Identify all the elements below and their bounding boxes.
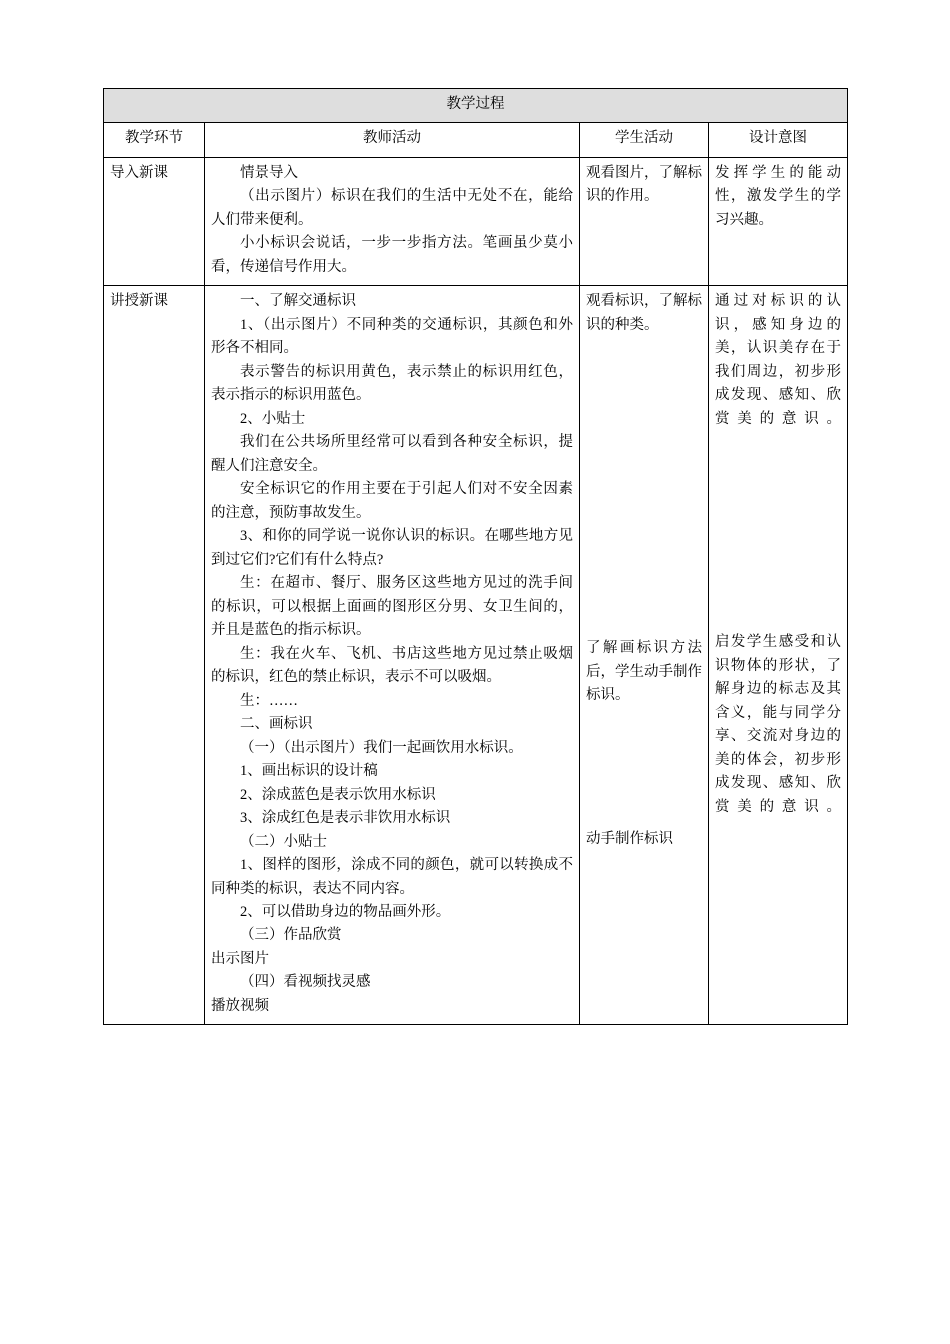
teacher-line: 播放视频	[211, 997, 269, 1014]
teacher-activity-cell	[205, 157, 580, 285]
teacher-line: 2、涂成蓝色是表示饮用水标识	[240, 786, 436, 803]
column-header-design-intent: 设计意图	[709, 123, 848, 157]
teacher-line: 2、小贴士	[240, 410, 306, 427]
intent-line: 启发学生感受和认识物体的形状，了解身边的标志及其含义，能与同学分享、交流对身边的美的体会，初步形成发现、感知、欣赏美的意识。	[715, 634, 841, 815]
teacher-line: （三）作品欣赏	[240, 927, 342, 944]
lesson-plan-table	[103, 88, 848, 1025]
intent-line: 发挥学生的能动性，激发学生的学习兴趣。	[715, 164, 841, 228]
teacher-line: 出示图片	[211, 950, 269, 967]
table-header-row	[104, 123, 848, 157]
lesson-plan-table-wrapper	[103, 88, 847, 1025]
table-title: 教学过程	[104, 89, 848, 123]
teacher-line: 生：……	[240, 692, 298, 709]
teacher-line: （二）小贴士	[240, 833, 327, 850]
teacher-line: 情景导入	[240, 164, 298, 181]
student-line: 了解画标识方法后，学生动手制作标识。	[586, 640, 702, 704]
stage-label: 导入新课	[104, 157, 205, 285]
design-intent-cell	[709, 157, 848, 285]
teacher-line: 我们在公共场所里经常可以看到各种安全标识，提醒人们注意安全。	[211, 434, 573, 474]
column-header-teacher-activity: 教师活动	[205, 123, 580, 157]
student-line: 观看标识，了解标识的种类。	[586, 293, 702, 333]
teacher-line: 安全标识它的作用主要在于引起人们对不安全因素的注意，预防事故发生。	[211, 481, 573, 521]
teacher-line: 2、可以借助身边的物品画外形。	[240, 903, 451, 920]
teacher-line: 二、画标识	[240, 716, 313, 733]
stage-label: 讲授新课	[104, 286, 205, 1025]
teacher-line: （四）看视频找灵感	[240, 974, 371, 991]
table-title-row	[104, 89, 848, 123]
teacher-line: 生：我在火车、飞机、书店这些地方见过禁止吸烟的标识，红色的禁止标识，表示不可以吸烟。	[211, 645, 573, 686]
teacher-line: 小小标识会说话，一步一步指方法。笔画虽少莫小看，传递信号作用大。	[211, 235, 573, 275]
teacher-line: 表示警告的标识用黄色，表示禁止的标识用红色，表示指示的标识用蓝色。	[211, 363, 573, 404]
column-header-stage: 教学环节	[104, 123, 205, 157]
student-activity-cell	[580, 157, 709, 285]
intent-line: 通过对标识的认识，感知身边的美，认识美存在于我们周边，初步形成发现、感知、欣赏美的意识。	[715, 293, 841, 427]
teacher-line: （出示图片）标识在我们的生活中无处不在，能给人们带来便利。	[211, 188, 573, 228]
table-row	[104, 286, 848, 1025]
teacher-line: 生：在超市、餐厅、服务区这些地方见过的洗手间的标识，可以根据上面画的图形区分男、女卫生间的，并且是蓝色的指示标识。	[211, 575, 573, 639]
teacher-line: 一、了解交通标识	[240, 293, 356, 310]
student-line: 动手制作标识	[586, 830, 673, 847]
teacher-line: 3、涂成红色是表示非饮用水标识	[240, 810, 451, 827]
teacher-line: （一）（出示图片）我们一起画饮用水标识。	[240, 739, 523, 756]
teacher-line: 1、画出标识的设计稿	[240, 763, 378, 780]
table-row	[104, 157, 848, 285]
column-header-student-activity: 学生活动	[580, 123, 709, 157]
teacher-line: 1、图样的图形，涂成不同的颜色，就可以转换成不同种类的标识，表达不同内容。	[211, 857, 573, 897]
teacher-activity-cell	[205, 286, 580, 1025]
teacher-line: 1、（出示图片）不同种类的交通标识，其颜色和外形各不相同。	[211, 316, 573, 357]
design-intent-cell	[709, 286, 848, 1025]
student-activity-cell	[580, 286, 709, 1025]
teacher-line: 3、和你的同学说一说你认识的标识。在哪些地方见到过它们?它们有什么特点?	[211, 528, 573, 568]
student-line: 观看图片，了解标识的作用。	[586, 164, 702, 205]
